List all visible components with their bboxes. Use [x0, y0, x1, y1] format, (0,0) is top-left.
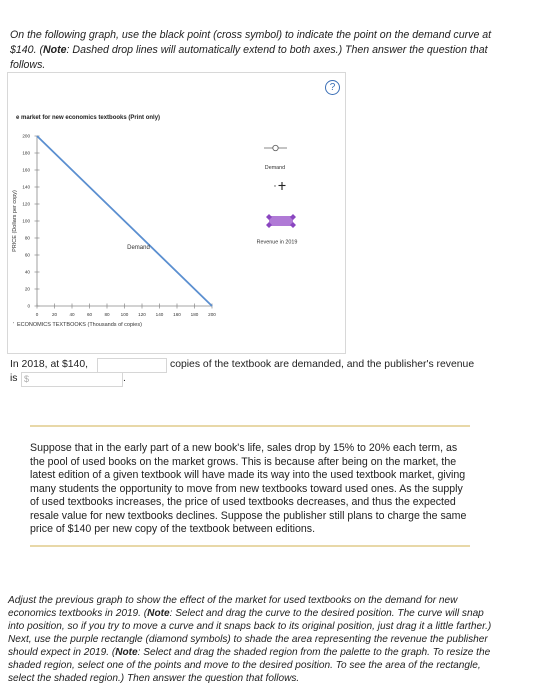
x-tick-label: 100: [120, 312, 129, 317]
question-2018-line1: [10, 358, 88, 372]
x-tick-label: 140: [155, 312, 164, 317]
y-tick-label: 20: [24, 286, 30, 292]
q1-text-3: is: [10, 373, 18, 384]
palette-revenue-label: Revenue in 2019: [256, 239, 298, 246]
palette: [257, 145, 298, 245]
adjust-note-1: Note: [147, 608, 170, 619]
adjust-text-2: : Select and drag the curve to the desired position. The curve will snap into position, so if you try to move a curve and it snaps back to its original position, just drag it a little farther.) Next, use the purple rectangle (diamond symbols) to shade the area representing the revenue the publisher should expect in 2019. (: [8, 608, 492, 658]
question-2018-line2: [10, 372, 18, 386]
y-tick-label: 80: [24, 235, 30, 241]
divider-bottom: [30, 545, 470, 547]
adjust-instructions: [8, 594, 498, 685]
demand-curve-label: Demand: [127, 245, 150, 252]
x-tick-label: 40: [69, 312, 75, 317]
help-icon[interactable]: [325, 80, 340, 95]
scenario-paragraph: Suppose that in the early part of a new book's life, sales drop by 15% to 20% each term, as the pool of used books on the market grows. This is because after being on the market, the latest edition of a given textbook will have made its way into the used textbook market, giving many students the opportunity to move from new textbooks toward used ones. As the supply of used textbooks increases, the price of used textbooks decreases, and thus the expected resale value for new textbooks declines. Suppose the publisher still plans to charge the same price of $140 per new copy of the textbook between editions.: [30, 442, 467, 535]
intro-text-2: : Dashed drop lines will automatically extend to both axes.) Then answer the question that follows.: [10, 44, 488, 71]
axes: [22, 134, 216, 317]
palette-demand-curve-tool[interactable]: [264, 145, 287, 150]
purple-rectangle-icon: [269, 216, 293, 226]
palette-cross-point-tool[interactable]: [274, 182, 285, 190]
x-tick-label: 80: [104, 312, 110, 317]
x-tick-label: 200: [208, 312, 216, 317]
q1-text-2: copies of the textbook are demanded, and the publisher's revenue: [170, 359, 475, 370]
palette-revenue-rectangle-tool[interactable]: [266, 214, 296, 228]
demand-curve-group[interactable]: [37, 136, 212, 306]
hollow-circle-icon: [273, 145, 278, 150]
adjust-text-3: : Select and drag the shaded region from the palette to the graph. To resize the shaded region, select one of the points and move to the desired position. To see the area of the rectangle, select the shaded region.) Then answer the question that follows.: [8, 647, 491, 684]
y-tick-label: 140: [22, 184, 30, 190]
demand-chart[interactable]: [7, 130, 337, 340]
y-tick-label: 120: [22, 201, 30, 207]
x-axis-label-prefix: ’: [13, 322, 15, 328]
demand-curve-line[interactable]: [37, 136, 212, 306]
copies-demanded-input[interactable]: [97, 358, 167, 373]
cross-icon-dot: [274, 185, 275, 186]
y-tick-label: 60: [24, 252, 30, 258]
q1-end-period: .: [123, 373, 126, 384]
x-tick-label: 160: [173, 312, 181, 317]
x-tick-label: 120: [138, 312, 146, 317]
x-tick-label: 60: [86, 312, 93, 317]
y-tick-label: 160: [22, 167, 30, 173]
x-axis-label: ECONOMICS TEXTBOOKS (Thousands of copies): [17, 322, 142, 328]
instructions-intro: [10, 28, 500, 73]
y-tick-label: 180: [22, 150, 30, 156]
help-symbol: ?: [329, 82, 336, 93]
palette-demand-label: Demand: [264, 165, 286, 171]
x-tick-label: 0: [35, 312, 39, 317]
revenue-input[interactable]: [21, 372, 123, 387]
y-tick-label: 0: [27, 303, 30, 309]
y-tick-label: 200: [22, 133, 30, 139]
y-tick-label: 100: [22, 218, 30, 224]
divider-top: [30, 425, 470, 427]
y-tick-label: 40: [24, 269, 30, 275]
q1-text-1: In 2018, at $140,: [10, 359, 88, 370]
x-tick-label: 20: [51, 312, 58, 317]
intro-note-label: Note: [42, 44, 67, 56]
adjust-note-2: Note: [115, 647, 138, 658]
y-axis-label: PRICE (Dollars per copy): [12, 190, 18, 252]
dollar-sign: $: [24, 374, 30, 384]
intro-text-1: On the following graph, use the black point (cross symbol) to indicate the point on the demand curve at $140. (: [10, 29, 492, 56]
graph-title: e market for new economics textbooks (Print only): [16, 115, 161, 121]
x-tick-label: 180: [190, 312, 199, 317]
adjust-text-1: Adjust the previous graph to show the effect of the market for used textbooks on the demand for new economics textbooks in 2019. (: [8, 595, 458, 619]
